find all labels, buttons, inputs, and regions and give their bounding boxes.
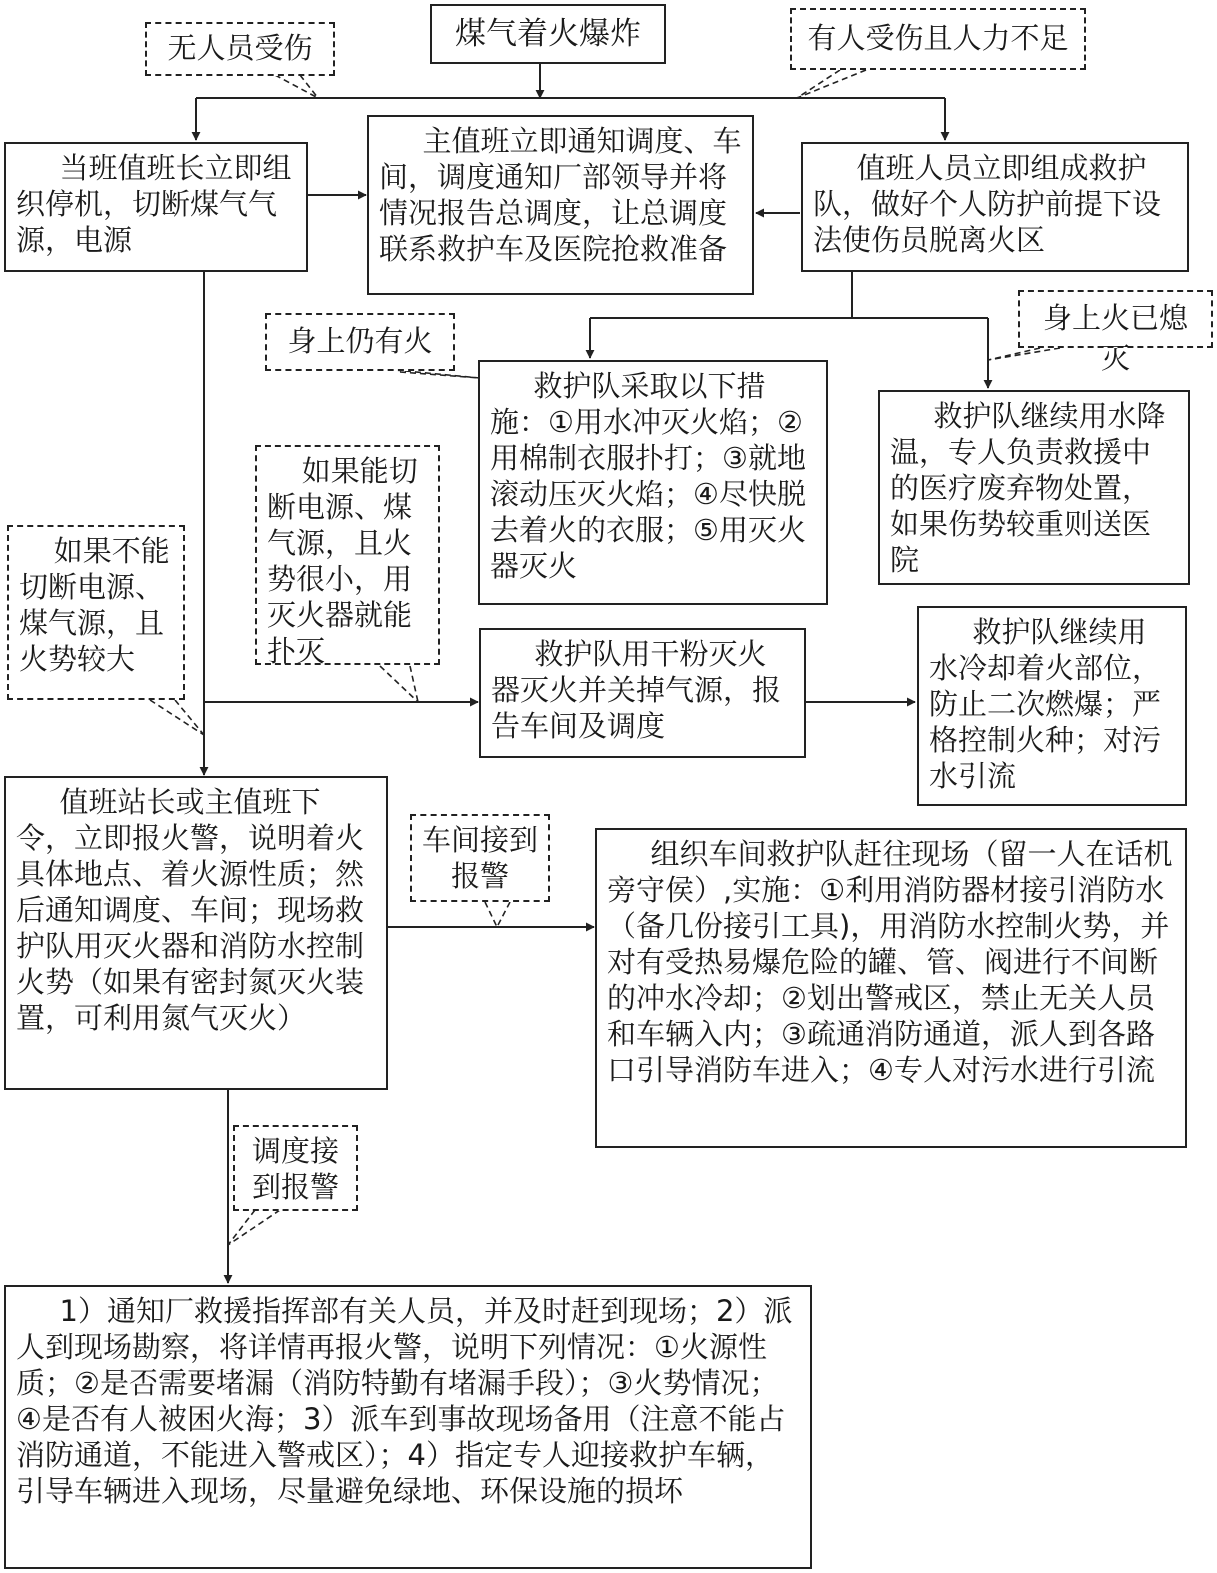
- note-injury-short-staff: 有人受伤且人力不足: [790, 8, 1086, 70]
- note-cannot-cut-large-fire: 如果不能切断电源、煤气源，且火势较大: [7, 525, 185, 700]
- note-still-on-fire: 身上仍有火: [265, 313, 455, 371]
- callout-pointer-fire-out: [988, 348, 1060, 360]
- title-box: 煤气着火爆炸: [430, 4, 666, 64]
- box-dry-powder-extinguish: 救护队用干粉灭火器灭火并关掉气源，报告车间及调度: [479, 628, 806, 758]
- box-continue-cooling: 救护队继续用水冷却着火部位，防止二次燃爆；严格控制火种；对污水引流: [917, 606, 1187, 806]
- note-dispatch-alarm: 调度接到报警: [233, 1125, 358, 1211]
- box-rescue-cooling: 救护队继续用水降温，专人负责救援中的医疗废弃物处置，如果伤势较重则送医院: [878, 390, 1190, 585]
- box-duty-rescue-team: 值班人员立即组成救护队，做好个人防护前提下设法使伤员脱离火区: [801, 142, 1189, 272]
- callout-pointer-workshop: [485, 902, 510, 927]
- note-fire-out: 身上火已熄灭: [1018, 290, 1213, 348]
- callout-pointer-cannot-cut: [150, 700, 204, 735]
- box-chief-duty-notify: 主值班立即通知调度、车间，调度通知厂部领导并将情况报告总调度，让总调度联系救护车及医院抢救准备: [367, 115, 754, 295]
- box-workshop-team-actions: 组织车间救护队赶往现场（留一人在话机旁守侯）,实施：①利用消防器材接引消防水（备几份接引工具)，用消防水控制火势，并对有受热易爆危险的罐、管、阀进行不间断的冲水冷却；②划出警戒区，禁止无关人员和车辆入内；③疏通消防通道，派人到各路口引导消防车进入；④专人对污水进行引流: [595, 828, 1187, 1148]
- callout-pointer-can-cut: [380, 666, 418, 702]
- callout-pointer-no-injury: [275, 75, 318, 98]
- box-station-order-alarm: 值班站长或主值班下令，立即报火警，说明着火具体地点、着火源性质；然后通知调度、车间；现场救护队用灭火器和消防水控制火势（如果有密封氮灭火装置，可利用氮气灭火）: [4, 776, 388, 1090]
- note-workshop-alarm: 车间接到报警: [410, 814, 550, 902]
- callout-pointer-still-fire: [395, 370, 480, 378]
- box-rescue-measures: 救护队采取以下措施：①用水冲灭火焰；②用棉制衣服扑打；③就地滚动压灭火焰；④尽快脱去着火的衣服；⑤用灭火器灭火: [478, 360, 828, 605]
- callout-pointer-dispatch: [228, 1210, 280, 1245]
- note-no-injury: 无人员受伤: [145, 22, 335, 76]
- note-can-cut-small-fire: 如果能切断电源、煤气源，且火势很小，用灭火器就能扑灭: [255, 445, 440, 665]
- box-shift-leader-shutdown: 当班值班长立即组织停机，切断煤气气源，电源: [4, 142, 308, 272]
- callout-pointer-injury-short: [797, 70, 866, 98]
- box-dispatch-actions: 1）通知厂救援指挥部有关人员，并及时赶到现场；2）派人到现场勘察，将详情再报火警，说明下列情况：①火源性质；②是否需要堵漏（消防特勤有堵漏手段）；③火势情况；④是否有人被困火海；3）派车到事故现场备用（注意不能占消防通道，不能进入警戒区）；4）指定专人迎接救护车辆，引导车辆进入现场，尽量避免绿地、环保设施的损坏: [4, 1285, 812, 1569]
